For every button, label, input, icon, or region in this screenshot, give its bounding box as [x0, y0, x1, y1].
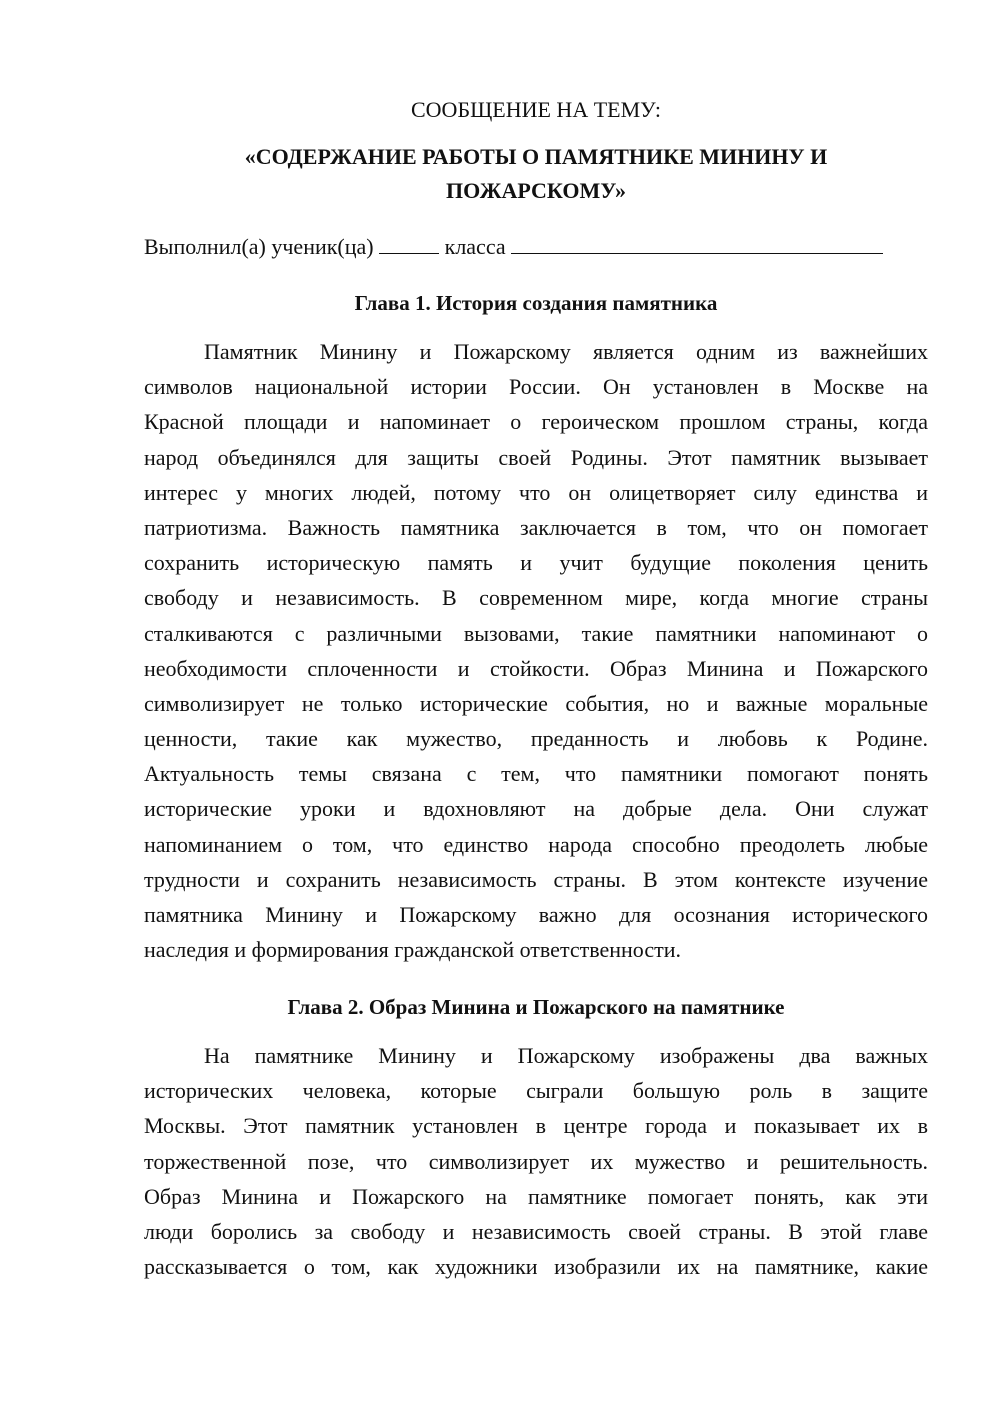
paragraph-line: патриотизма. Важность памятника заключается в том, что он помогает [144, 514, 928, 540]
paragraph-line: исторические уроки и вдохновляют на добрые дела. Они служат [144, 796, 928, 822]
chapter-1-paragraph [144, 334, 928, 967]
chapter-2-title: Глава 2. Образ Минина и Пожарского на памятнике [287, 995, 785, 1019]
paragraph-line: ценности, такие как мужество, преданность и любовь к Родине. [144, 726, 928, 752]
document-title-line-1: «СОДЕРЖАНИЕ РАБОТЫ О ПАМЯТНИКЕ МИНИНУ И [244, 144, 828, 169]
paragraph-line: Москвы. Этот памятник установлен в центре города и показывает их в [144, 1113, 928, 1139]
paragraph-line: памятника Минину и Пожарскому важно для осознания исторического [144, 902, 928, 927]
author-class-label: класса [444, 234, 506, 259]
name-blank [511, 231, 883, 254]
grade-blank [379, 231, 439, 254]
document-title-line-2: ПОЖАРСКОМУ» [446, 178, 626, 203]
author-line [144, 230, 928, 264]
paragraph-line: люди боролись за свободу и независимость своей страны. В этой главе [144, 1218, 928, 1244]
paragraph-line: народ объединялся для защиты своей Родины. Этот памятник вызывает [144, 444, 928, 470]
author-prefix: Выполнил(а) ученик(ца) [144, 234, 374, 259]
chapter-1-title: Глава 1. История создания памятника [354, 291, 718, 315]
paragraph-line: Красной площади и напоминает о героическом прошлом страны, когда [144, 409, 928, 435]
paragraph-line: сталкиваются с различными вызовами, такие памятники напоминают о [144, 620, 928, 646]
paragraph-line: интерес у многих людей, потому что он олицетворяет силу единства и [144, 479, 928, 505]
document-subtitle: СООБЩЕНИЕ НА ТЕМУ: [411, 97, 661, 122]
paragraph-line: трудности и сохранить независимость страны. В этом контексте изучение [144, 866, 928, 892]
chapter-2-paragraph [144, 1038, 928, 1284]
paragraph-line: Памятник Минину и Пожарскому является одним из важнейших [204, 339, 928, 364]
paragraph-line: символизирует не только исторические события, но и важные моральные [144, 690, 928, 716]
paragraph-line: необходимости сплоченности и стойкости. Образ Минина и Пожарского [144, 655, 928, 681]
paragraph-line: Актуальность темы связана с тем, что памятники помогают понять [144, 761, 928, 787]
paragraph-line: свободу и независимость. В современном мире, когда многие страны [144, 585, 928, 611]
paragraph-line: торжественной позе, что символизирует их мужество и решительность. [144, 1148, 928, 1174]
paragraph-line: исторических человека, которые сыграли большую роль в защите [144, 1078, 928, 1104]
paragraph-line: напоминанием о том, что единство народа способно преодолеть любые [144, 831, 928, 857]
paragraph-line: рассказывается о том, как художники изобразили их на памятнике, какие [144, 1254, 928, 1280]
paragraph-line: Образ Минина и Пожарского на памятнике помогает понять, как эти [144, 1183, 928, 1209]
paragraph-line: наследия и формирования гражданской ответственности. [144, 937, 681, 963]
paragraph-line: сохранить историческую память и учит будущие поколения ценить [144, 550, 928, 576]
paragraph-line: символов национальной истории России. Он установлен в Москве на [144, 374, 928, 400]
paragraph-line: На памятнике Минину и Пожарскому изображены два важных [204, 1043, 928, 1068]
